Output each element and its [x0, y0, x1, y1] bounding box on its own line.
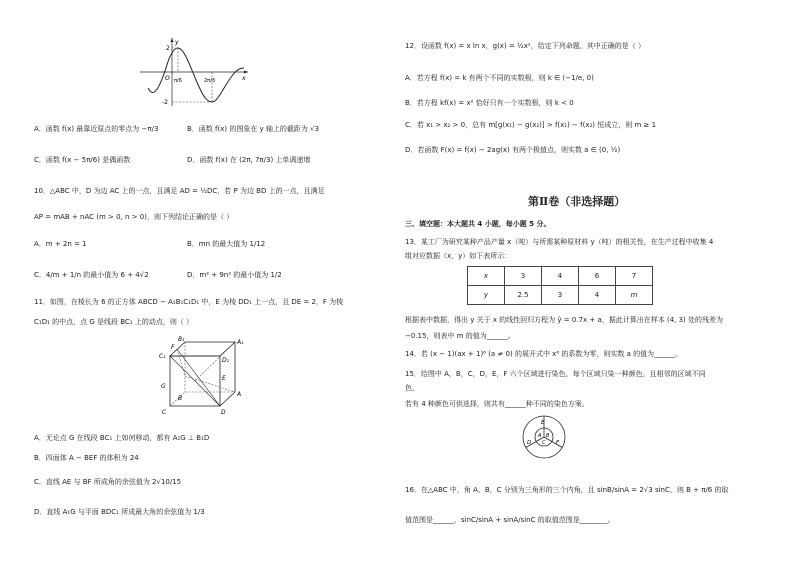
label-D1: D₁: [222, 357, 230, 364]
color-regions-figure: [521, 414, 567, 460]
section-title: 第Ⅱ卷（非选择题）: [528, 195, 626, 208]
q12-option-b: B．若方程 kf(x) = x² 恰好只有一个实数根，则 k < 0: [405, 99, 574, 107]
q10-option-d: D．m² + 9n² 的最小值为 1/2: [187, 271, 282, 279]
q11-stem-line2: C₁D₁ 的中点，点 G 是线段 BC₁ 上的动点，则（ ）: [34, 318, 194, 326]
label-A1: A₁: [237, 339, 244, 346]
table-cell: x: [468, 267, 505, 286]
right-column: [397, 0, 787, 562]
q11-option-d: D．直线 A₁G 与平面 BDC₁ 所成最大角的余弦值为 1/3: [34, 508, 205, 516]
label-F: F: [171, 344, 175, 351]
q9-option-a: A．函数 f(x) 最靠近原点的零点为 −π/3: [34, 125, 159, 133]
data-table: [467, 266, 653, 305]
q9-option-d: D．函数 f(x) 在 (2π, 7π/3) 上单调递增: [187, 156, 311, 164]
q13-after-line2: −0.15，则表中 m 的值为______。: [405, 332, 515, 340]
table-row-y: [468, 286, 653, 305]
label-B: B: [178, 395, 183, 402]
q10-stem-line1: 10．△ABC 中，D 为边 AC 上的一点，且满足 AD = ½DC，若 P 为边 BD 上的一点，且满足: [34, 187, 325, 195]
table-cell: 3: [542, 286, 579, 305]
q16-line2: 值范围是______，sinC/sinA + sinA/sinC 的取值范围是________。: [405, 516, 615, 524]
region-F: F: [556, 440, 560, 446]
label-C1: C₁: [159, 353, 166, 360]
graph-x-tick2: 2π/3: [204, 78, 216, 84]
q10-option-c: C．4/m + 1/n 的最小值为 6 + 4√2: [34, 271, 149, 279]
q15-line3: 若有 4 种颜色可供选择，则共有______种不同的染色方案。: [405, 400, 589, 408]
q10-option-a: A．m + 2n = 1: [34, 240, 87, 248]
q9-option-c: C．函数 f(x − 5π/6) 是偶函数: [34, 156, 131, 164]
graph-x-label: x: [242, 75, 246, 82]
label-G: G: [161, 383, 166, 390]
table-cell: 4: [542, 267, 579, 286]
table-cell: 6: [579, 267, 616, 286]
section-intro: 三、填空题：本大题共 4 小题，每小题 5 分。: [405, 220, 551, 228]
region-A: A: [538, 433, 542, 439]
table-cell: 2.5: [505, 286, 542, 305]
q12-stem: 12．设函数 f(x) = x ln x，g(x) = ½x²，给定下列命题，其中正确的是（ ）: [405, 42, 645, 50]
q13-stem-line1: 13．某工厂为研究某种产品产量 x（吨）与所需某种原材料 y（吨）的相关性，在生产过程中收集 4: [405, 238, 714, 246]
q13-after-line1: 根据表中数据，得出 y 关于 x 的线性回归方程为 ŷ = 0.7x + a，据此计算出在样本 (4, 3) 处的残差为: [405, 316, 724, 324]
sine-graph: [140, 36, 250, 108]
q13-stem-line2: 组对应数据（x，y）如下表所示：: [405, 252, 512, 260]
q14-text: 14．若 (x − 1)(ax + 1)⁶ (a ≠ 0) 的展开式中 x⁶ 的系数为零，则实数 a 的值为______。: [405, 350, 683, 358]
q12-option-c: C．若 x₁ > x₂ > 0，总有 m[g(x₁) − g(x₂)] > f(x₁) − f(x₂) 恒成立，则 m ≥ 1: [405, 121, 657, 129]
graph-origin: O: [165, 75, 170, 82]
label-A: A: [237, 391, 242, 398]
q15-line1: 15．给图中 A，B，C，D，E，F 六个区域进行染色，每个区域只染一种颜色，且相邻的区域不同: [405, 370, 706, 378]
label-D: D: [221, 409, 226, 416]
table-cell: y: [468, 286, 505, 305]
q11-option-b: B．四面体 A − BEF 的体积为 24: [34, 454, 139, 462]
label-C: C: [162, 409, 167, 416]
table-cell: 4: [579, 286, 616, 305]
q16-line1: 16．在△ABC 中，角 A，B，C 分别为三角形的三个内角，且 sinB/sinA = 2√3 sinC，则 B + π/6 的取: [405, 486, 729, 494]
q11-option-a: A．无论点 G 在线段 BC₁ 上如何移动，都有 A₁G ⊥ B₁D: [34, 434, 210, 442]
region-B: B: [546, 433, 550, 439]
q15-line2: 色，: [405, 384, 419, 392]
q11-option-c: C．直线 AE 与 BF 所成角的余弦值为 2√10/15: [34, 478, 182, 486]
graph-x-tick1: π/6: [174, 78, 182, 84]
cube-figure: [150, 336, 250, 422]
region-D: D: [527, 440, 532, 446]
region-E: E: [541, 420, 545, 426]
q11-stem-line1: 11．如图，在棱长为 6 的正方体 ABCD − A₁B₁C₁D₁ 中，E 为棱 DD₁ 上一点，且 DE = 2，F 为棱: [34, 298, 344, 306]
q12-option-d: D．若函数 F(x) = f(x) − 2ag(x) 有两个极值点，则实数 a ∈ (0, ½): [405, 146, 621, 154]
graph-y-label: y: [175, 39, 179, 46]
graph-y-bottom: -2: [162, 99, 168, 106]
region-C: C: [542, 440, 546, 446]
graph-y-top: 2: [166, 45, 170, 52]
q12-option-a: A．若方程 f(x) = k 有两个不同的实数根，则 k ∈ (−1/e, 0): [405, 74, 594, 82]
left-column: [0, 0, 390, 562]
q10-option-b: B．mn 的最大值为 1/12: [187, 240, 266, 248]
table-cell: 3: [505, 267, 542, 286]
q9-option-b: B．函数 f(x) 的图象在 y 轴上的截距为 √3: [187, 125, 320, 133]
label-E: E: [222, 375, 226, 382]
table-row-x: [468, 267, 653, 286]
table-cell: m: [616, 286, 653, 305]
q10-stem-line2: AP = mAB + nAC (m > 0, n > 0)，则下列结论正确的是（ ）: [34, 213, 234, 221]
label-B1: B₁: [178, 336, 185, 343]
table-cell: 7: [616, 267, 653, 286]
